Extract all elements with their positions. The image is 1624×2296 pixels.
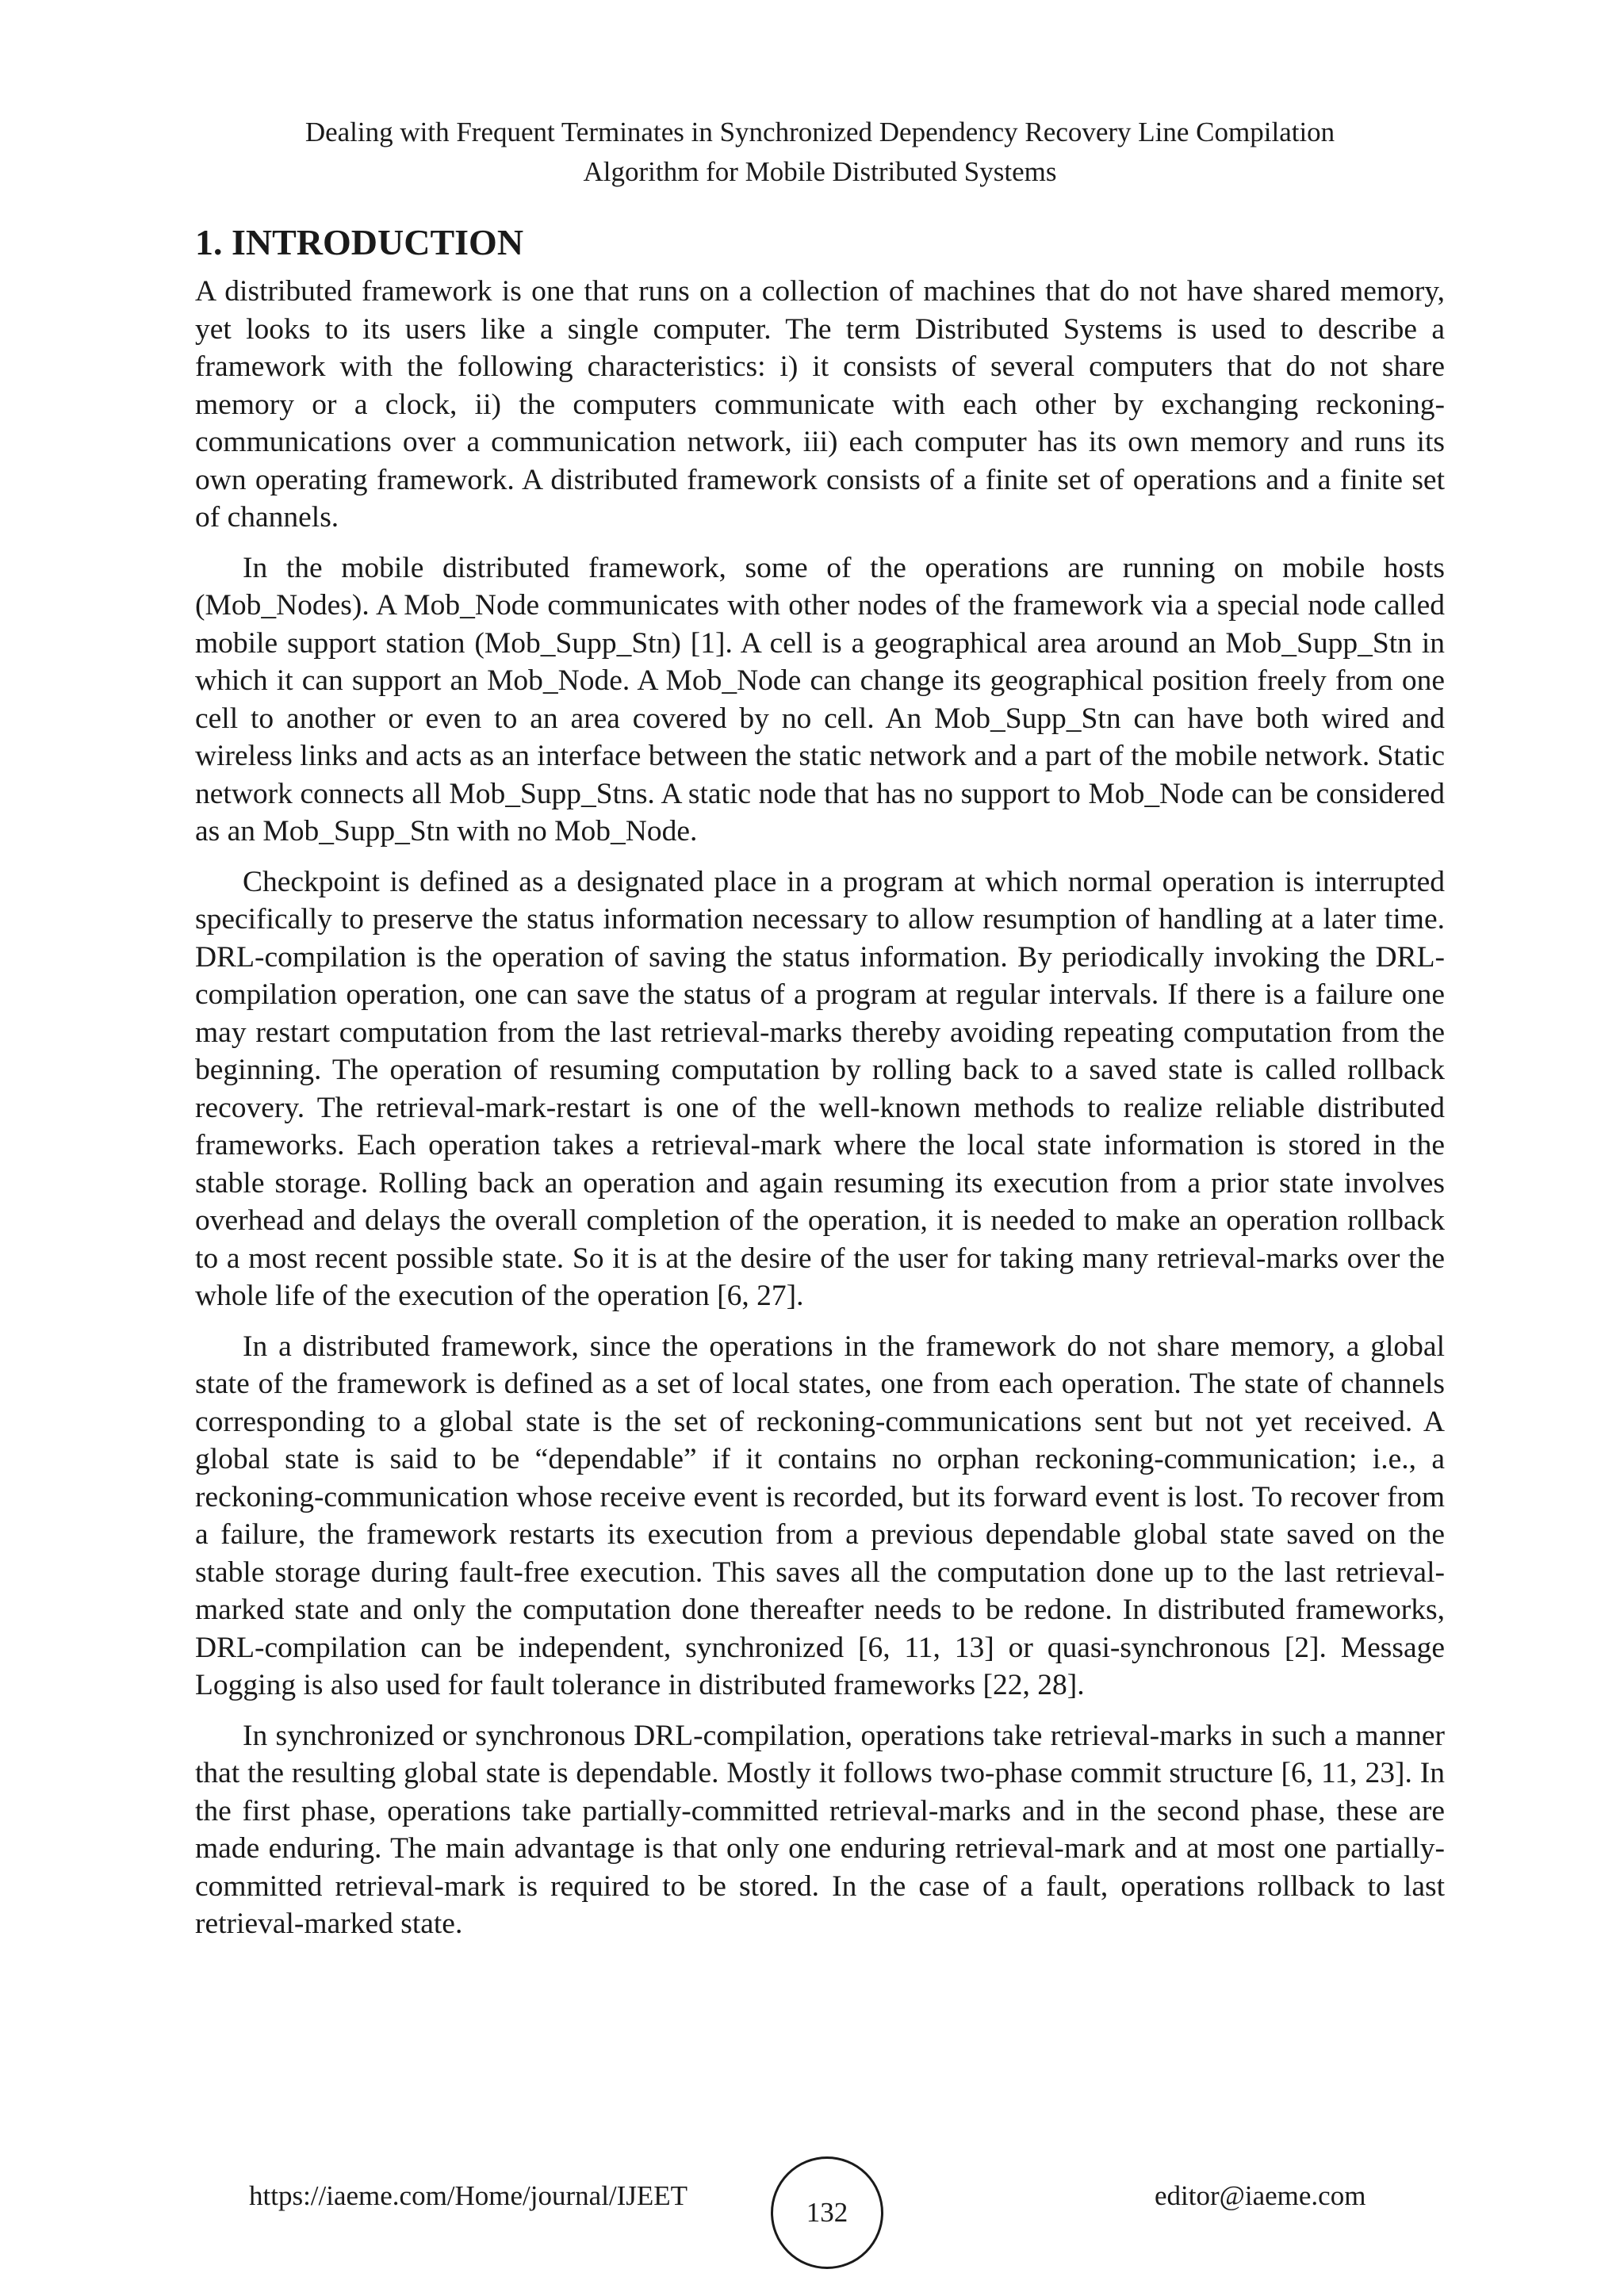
page-footer bbox=[0, 2156, 1624, 2236]
footer-email: editor@iaeme.com bbox=[1155, 2180, 1366, 2211]
paragraph-4: In a distributed framework, since the operations in the framework do not share memory, a global state of the framework is defined as a set of local states, one from each operation. The state of channels corresponding to a global state is the set of reckoning-communications sent but not yet received. A global state is said to be “dependable” if it contains no orphan reckoning-communication; i.e., a reckoning-communication whose receive event is recorded, but its forward event is lost. To recover from a failure, the framework restarts its execution from a previous dependable global state saved on the stable storage during fault-free execution. This saves all the computation done up to the last retrieval-marked state and only the computation done thereafter needs to be redone. In distributed frameworks, DRL-compilation can be independent, synchronized [6, 11, 13] or quasi-synchronous [2]. Message Logging is also used for fault tolerance in distributed frameworks [22, 28]. bbox=[195, 1330, 1445, 1701]
running-header-line-1: Dealing with Frequent Terminates in Synchronized Dependency Recovery Line Compilation bbox=[304, 117, 1335, 147]
section-heading: 1. INTRODUCTION bbox=[195, 222, 524, 262]
body-text bbox=[195, 273, 1445, 1956]
paragraph-2: In the mobile distributed framework, some of the operations are running on mobile hosts (Mob_Nodes). A Mob_Node communicates with other nodes of the framework via a special node called mobile support station (Mob_Supp_Stn) [1]. A cell is a geographical area around an Mob_Supp_Stn in which it can support an Mob_Node. A Mob_Node can change its geographical position freely from one cell to another or even to an area covered by no cell. An Mob_Supp_Stn can have both wired and wireless links and acts as an interface between the static network and a part of the mobile network. Static network connects all Mob_Supp_Stns. A static node that has no support to Mob_Node can be considered as an Mob_Supp_Stn with no Mob_Node. bbox=[195, 551, 1445, 848]
paragraph-3: Checkpoint is defined as a designated place in a program at which normal operation is interrupted specifically to preserve the status information necessary to allow resumption of handling at a later time. DRL-compilation is the operation of saving the status information. By periodically invoking the DRL-compilation operation, one can save the status of a program at regular intervals. If there is a failure one may restart computation from the last retrieval-marks thereby avoiding repeating computation from the beginning. The operation of resuming computation by rolling back to a saved state is called rollback recovery. The retrieval-mark-restart is one of the well-known methods to realize reliable distributed frameworks. Each operation takes a retrieval-mark where the local state information is stored in the stable storage. Rolling back an operation and again resuming its execution from a prior state involves overhead and delays the overall completion of the operation, it is needed to make an operation rollback to a most recent possible state. So it is at the desire of the user for taking many retrieval-marks over the whole life of the execution of the operation [6, 27]. bbox=[195, 865, 1445, 1312]
paragraph-1: A distributed framework is one that runs on a collection of machines that do not have shared memory, yet looks to its users like a single computer. The term Distributed Systems is used to describe a framework with the following characteristics: i) it consists of several computers that do not share memory or a clock, ii) the computers communicate with each other by exchanging reckoning-communications over a communication network, iii) each computer has its own memory and runs its own operating framework. A distributed framework consists of a finite set of operations and a finite set of channels. bbox=[195, 275, 1445, 534]
running-header bbox=[195, 113, 1445, 192]
running-header-line-2: Algorithm for Mobile Distributed Systems bbox=[583, 156, 1057, 187]
footer-url: https://iaeme.com/Home/journal/IJEET bbox=[249, 2180, 688, 2211]
paragraph-5: In synchronized or synchronous DRL-compilation, operations take retrieval-marks in such a manner that the resulting global state is dependable. Mostly it follows two-phase commit structure [6, 11, 23]. In the first phase, operations take partially-committed retrieval-marks and in the second phase, these are made enduring. The main advantage is that only one enduring retrieval-mark and at most one partially-committed retrieval-mark is required to be stored. In the case of a fault, operations rollback to last retrieval-marked state. bbox=[195, 1719, 1445, 1940]
page-number: 132 bbox=[806, 2197, 848, 2228]
page-number-badge bbox=[771, 2156, 883, 2269]
